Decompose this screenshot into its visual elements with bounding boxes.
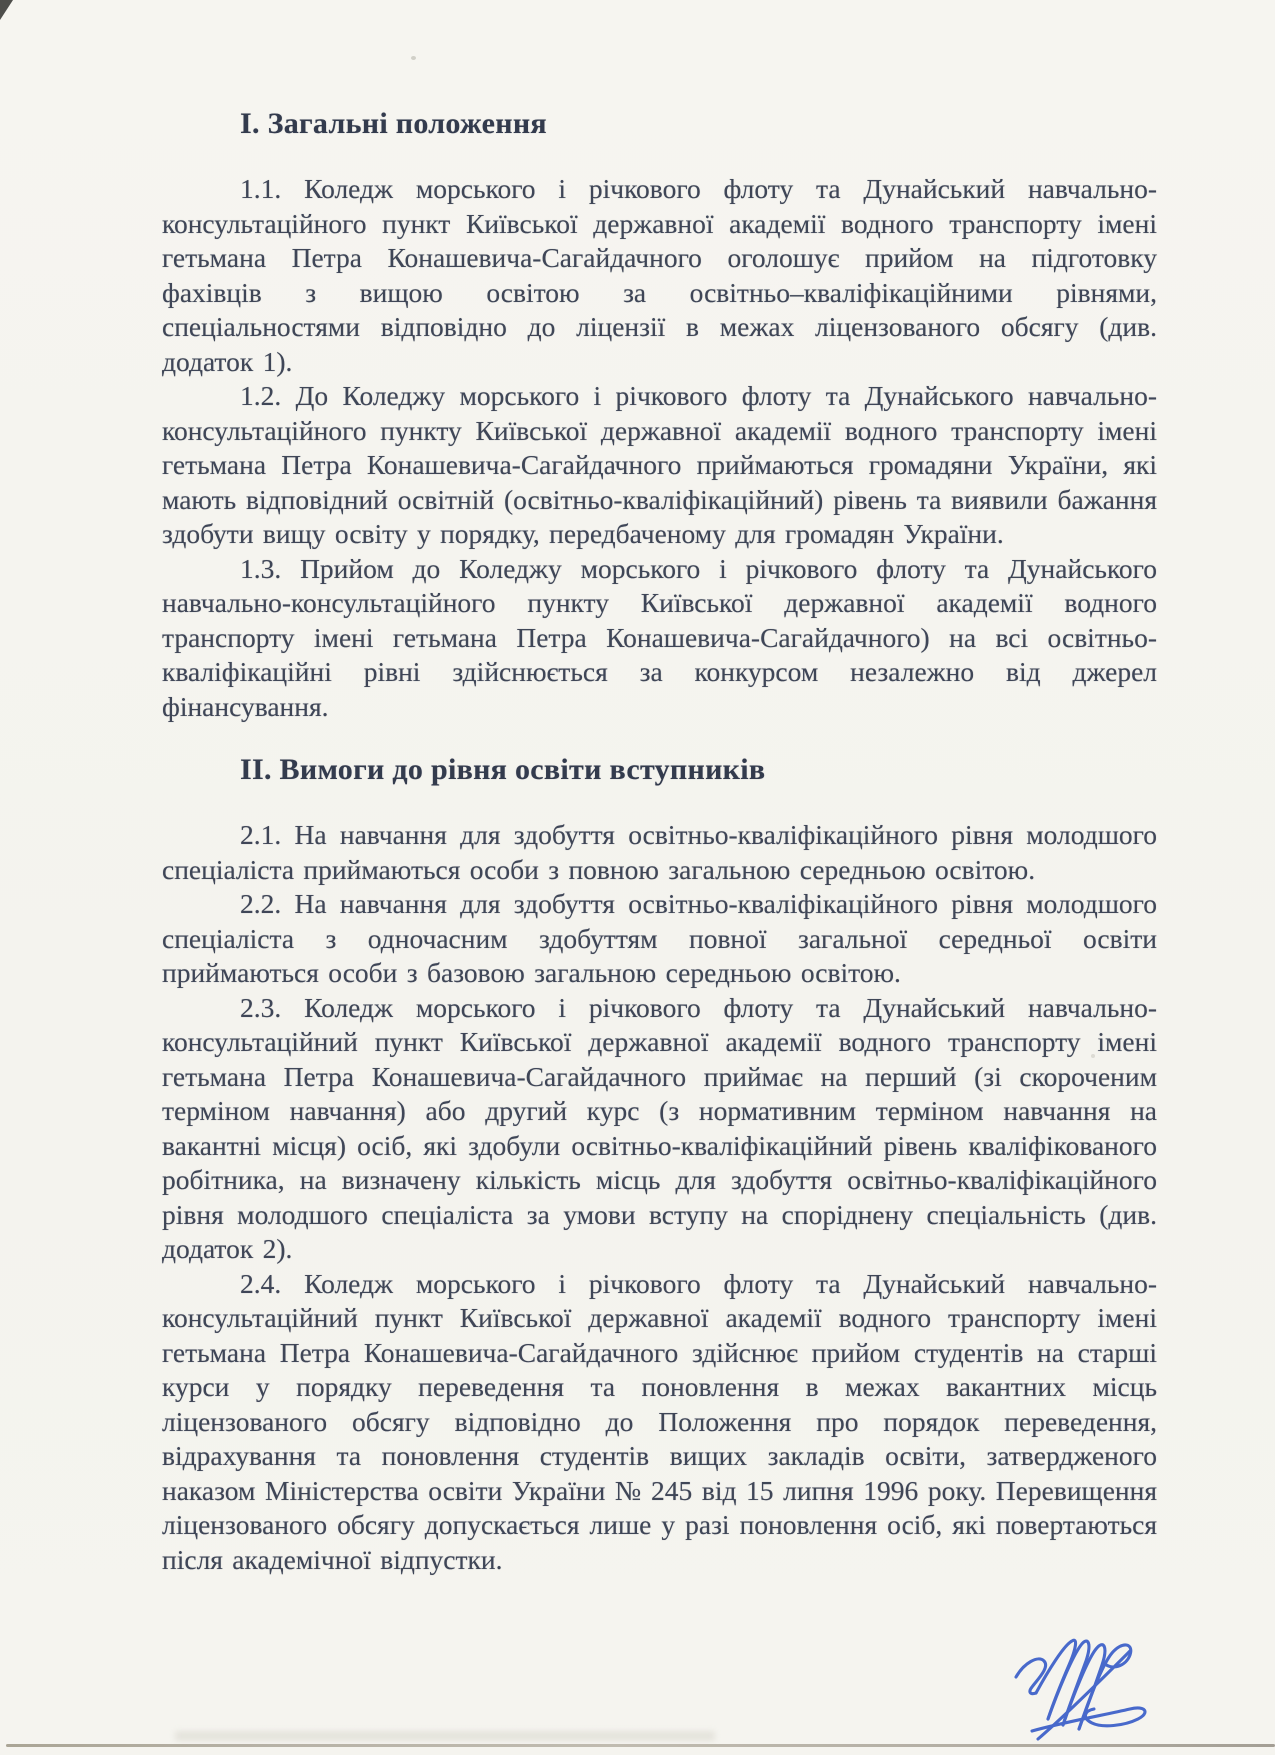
paragraph: 1.1. Коледж морського і річкового флоту та Дунайський навчально-консультаційного пункт Київської державної академії водного транспорту імені гетьмана Петра Конашевича-Сагайдачного оголошує прийом на підготовку фахівців з вищою освітою за освітньо–кваліфікаційними рівнями, спеціальностями відповідно до ліцензії в межах ліцензованого обсягу (див. додаток 1).	[162, 173, 1157, 377]
section-body	[162, 818, 1157, 1577]
section-body	[162, 172, 1157, 724]
signature-strokes	[1016, 1640, 1145, 1739]
section-education-requirements	[162, 752, 1157, 1577]
paragraph: 2.1. На навчання для здобуття освітньо-кваліфікаційного рівня молодшого спеціаліста приймаються особи з повною загальною середньою освітою.	[162, 819, 1157, 885]
scan-smudge	[175, 1731, 715, 1741]
section-heading: ІІ. Вимоги до рівня освіти вступників	[240, 753, 766, 786]
paragraph: 1.2. До Коледжу морського і річкового флоту та Дунайського навчально-консультаційного пункту Київської державної академії водного транспорту імені гетьмана Петра Конашевича-Сагайдачного приймаються громадяни України, які мають відповідний освітній (освітньо-кваліфікаційний) рівень та виявили бажання здобути вищу освіту у порядку, передбаченому для громадян України.	[162, 380, 1157, 549]
scan-bottom-edge	[6, 1744, 1275, 1747]
paragraph: 1.3. Прийом до Коледжу морського і річкового флоту та Дунайського навчально-консультаційного пункту Київської державної академії водного транспорту імені гетьмана Петра Конашевича-Сагайдачного) на всі освітньо-кваліфікаційні рівні здійснюється за конкурсом незалежно від джерел фінансування.	[162, 552, 1157, 722]
scan-speck	[411, 56, 416, 60]
section-general-provisions	[162, 106, 1157, 724]
paragraph: 2.2. На навчання для здобуття освітньо-кваліфікаційного рівня молодшого спеціаліста з одночасним здобуттям повної загальної середньої освіти приймаються особи з базовою загальною середньою освітою.	[162, 888, 1157, 988]
signature	[1008, 1628, 1158, 1746]
section-heading: І. Загальні положення	[240, 107, 547, 140]
document-body	[162, 106, 1157, 1577]
scan-speck	[1091, 1054, 1095, 1058]
scan-corner-artifact	[0, 0, 13, 20]
paragraph: 2.4. Коледж морського і річкового флоту та Дунайський навчально-консультаційний пункт Київської державної академії водного транспорту імені гетьмана Петра Конашевича-Сагайдачного здійснює прийом студентів на старші курси у порядку переведення та поновлення в межах вакантних місць ліцензованого обсягу відповідно до Положення про порядок переведення, відрахування та поновлення студентів вищих закладів освіти, затвердженого наказом Міністерства освіти України № 245 від 15 липня 1996 року. Перевищення ліцензованого обсягу допускається лише у разі поновлення осіб, які повертаються після академічної відпустки.	[162, 1267, 1157, 1575]
paragraph: 2.3. Коледж морського і річкового флоту та Дунайський навчально-консультаційний пункт Київської державної академії водного транспорту імені гетьмана Петра Конашевича-Сагайдачного приймає на перший (зі скороченим терміном навчання) або другий курс (з нормативним терміном навчання на вакантні місця) осіб, які здобули освітньо-кваліфікаційний рівень кваліфікованого робітника, на визначену кількість місць для здобуття освітньо-кваліфікаційного рівня молодшого спеціаліста за умови вступу на споріднену спеціальність (див. додаток 2).	[162, 991, 1157, 1264]
